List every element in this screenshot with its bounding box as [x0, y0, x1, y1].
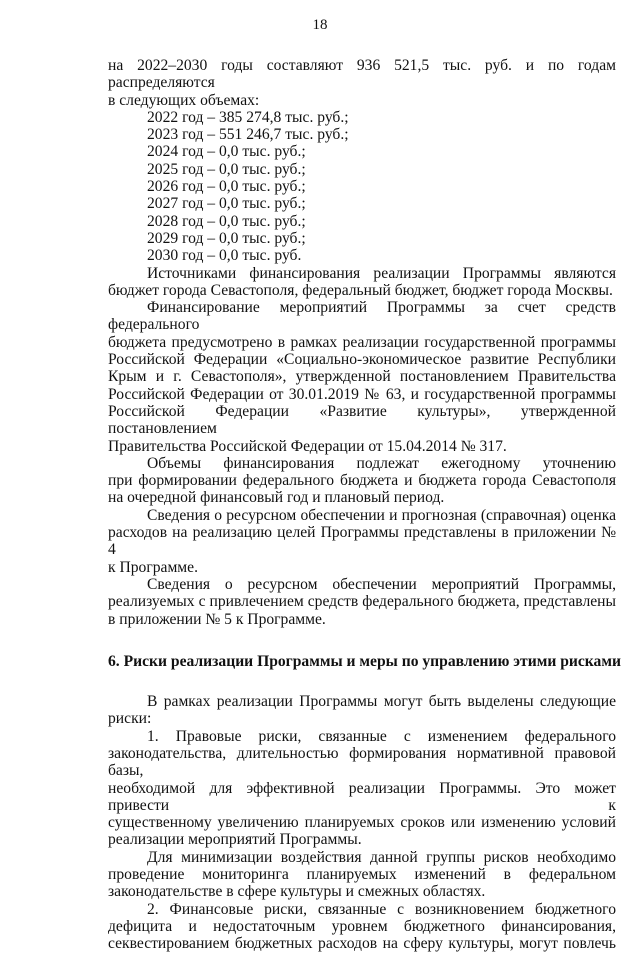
- text-line: Сведения о ресурсном обеспечении и прогнозная (справочная) оценка: [147, 506, 616, 524]
- text-line: расходов на реализацию целей Программы представлены в приложении № 4: [108, 524, 616, 559]
- funding-by-year-list: [108, 109, 616, 265]
- paragraph-risks-intro: [108, 693, 616, 728]
- text-line: Российской Федерации от 30.01.2019 № 63, и государственной программы: [108, 385, 616, 403]
- text-line: в следующих объемах:: [108, 91, 260, 109]
- text-line: секвестированием бюджетных расходов на сферу культуры, могут повлечь: [108, 935, 616, 953]
- text-line: Российской Федерации «Развитие культуры», утвержденной постановлением: [108, 402, 616, 438]
- text-line: Для минимизации воздействия данной группы рисков необходимо: [147, 848, 616, 866]
- text-line: бюджета предусмотрено в рамках реализации государственной программы: [108, 333, 616, 351]
- text-line: Сведения о ресурсном обеспечении мероприятий Программы,: [147, 575, 616, 593]
- year-line: 2027 год – 0,0 тыс. руб.;: [147, 195, 306, 213]
- page-body: [108, 57, 621, 953]
- year-line: 2029 год – 0,0 тыс. руб.;: [147, 229, 306, 247]
- paragraph-financial-risks: [108, 901, 616, 953]
- paragraph-volume-clarification: [108, 455, 616, 507]
- year-line: 2030 год – 0,0 тыс. руб.: [147, 247, 302, 265]
- text-line: в приложении № 5 к Программе.: [108, 610, 326, 628]
- text-line: бюджет города Севастополя, федеральный бюджет, бюджет города Москвы.: [108, 281, 613, 299]
- text-line: Крым и г. Севастополя», утвержденной постановлением Правительства: [108, 368, 616, 386]
- paragraph-risk-minimization: [108, 849, 616, 901]
- text-line: Российской Федерации «Социально-экономическое развитие Республики: [108, 351, 616, 369]
- paragraph-appendix-4: [108, 507, 616, 576]
- year-line: 2023 год – 551 246,7 тыс. руб.;: [147, 126, 349, 144]
- section-heading: 6. Риски реализации Программы и меры по управлению этими рисками: [108, 652, 621, 670]
- intro-paragraph: [108, 57, 616, 109]
- text-line: 2. Финансовые риски, связанные с возникновением бюджетного: [147, 900, 616, 918]
- text-line: законодательства, длительностью формирования нормативной правовой базы,: [108, 744, 616, 780]
- paragraph-legal-risks: [108, 728, 616, 849]
- year-line: 2028 год – 0,0 тыс. руб.;: [147, 212, 306, 230]
- year-line: 2026 год – 0,0 тыс. руб.;: [147, 178, 306, 196]
- text-line: на 2022–2030 годы составляют 936 521,5 тыс. руб. и по годам распределяются: [108, 57, 616, 92]
- text-line: реализуемых с привлечением средств федерального бюджета, представлены: [108, 593, 616, 611]
- text-line: риски:: [108, 710, 152, 728]
- year-line: 2024 год – 0,0 тыс. руб.;: [147, 143, 306, 161]
- text-line: проведение мониторинга планируемых изменений в федеральном: [108, 866, 616, 884]
- text-line: при формировании федерального бюджета и бюджета города Севастополя: [108, 472, 616, 490]
- text-line: законодательстве в сфере культуры и смежных областях.: [108, 883, 486, 901]
- text-line: Правительства Российской Федерации от 15.04.2014 № 317.: [108, 437, 507, 455]
- text-line: Финансирование мероприятий Программы за счет средств федерального: [108, 299, 616, 334]
- paragraph-funding-sources: [108, 265, 616, 300]
- text-line: В рамках реализации Программы могут быть выделены следующие: [147, 693, 616, 711]
- year-line: 2025 год – 0,0 тыс. руб.;: [147, 160, 306, 178]
- page-number: 18: [312, 17, 328, 33]
- paragraph-federal-funding: [108, 299, 616, 455]
- text-line: дефицита и недостаточным уровнем бюджетного финансирования,: [108, 917, 616, 935]
- text-line: Объемы финансирования подлежат ежегодному уточнению: [147, 454, 616, 472]
- text-line: необходимой для эффективной реализации Программы. Это может привести к: [108, 779, 616, 814]
- text-line: существенному увеличению планируемых сроков или изменению условий: [108, 814, 616, 832]
- paragraph-appendix-5: [108, 576, 616, 628]
- text-line: 1. Правовые риски, связанные с изменением федерального: [147, 727, 616, 745]
- text-line: реализации мероприятий Программы.: [108, 831, 362, 849]
- text-line: к Программе.: [108, 558, 198, 576]
- text-line: Источниками финансирования реализации Программы являются: [147, 264, 616, 282]
- year-line: 2022 год – 385 274,8 тыс. руб.;: [147, 108, 349, 126]
- text-line: на очередной финансовый год и плановый период.: [108, 489, 445, 507]
